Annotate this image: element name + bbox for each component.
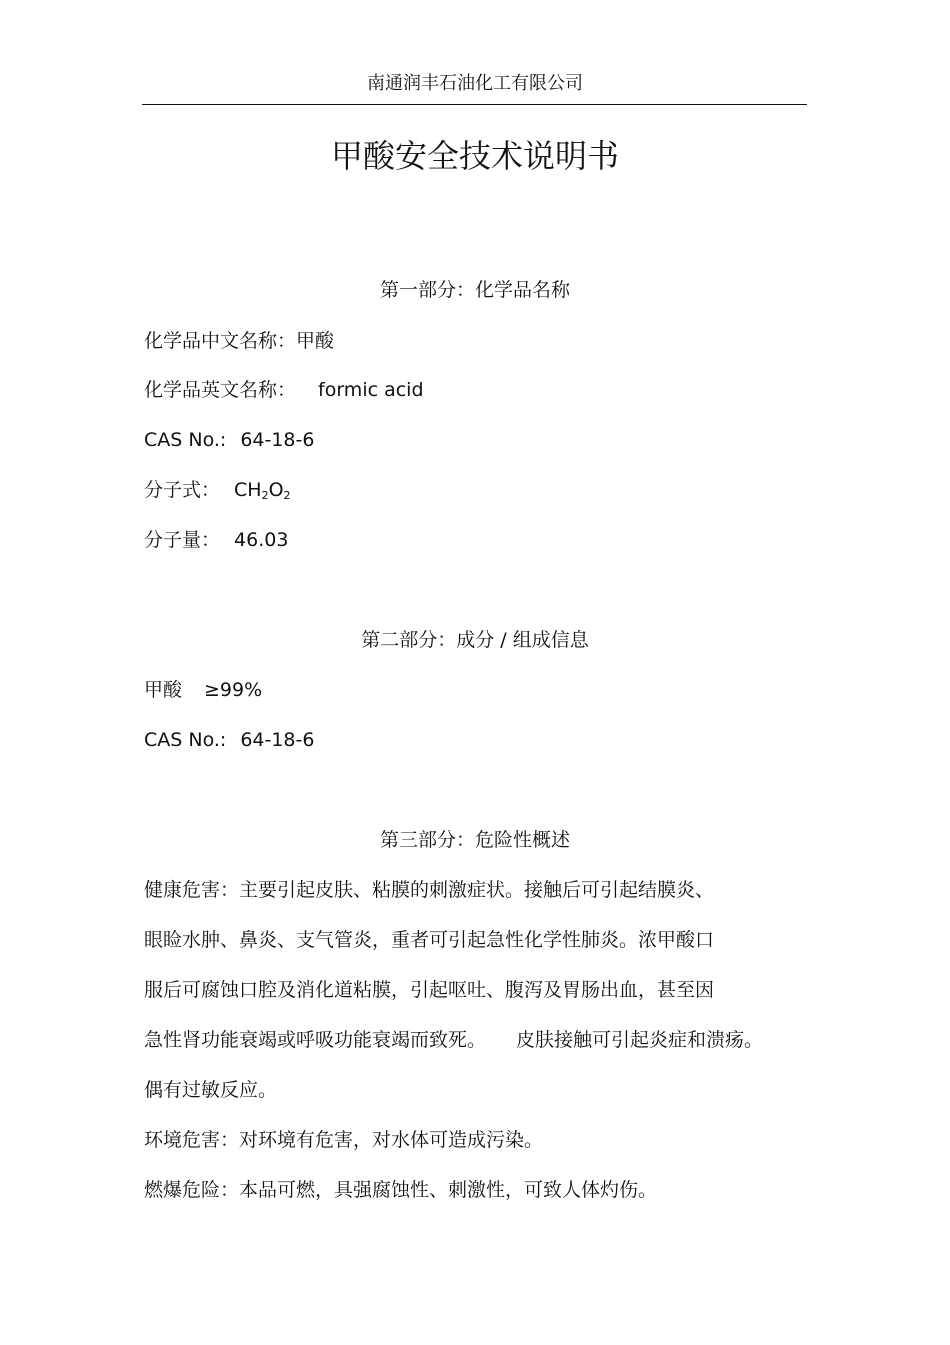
formula-label: 分子式： — [144, 479, 221, 501]
health-line-1: 健康危害：主要引起皮肤、粘膜的刺激症状。接触后可引起结膜炎、 — [144, 879, 715, 901]
cas-value: 64-18-6 — [240, 429, 315, 451]
fire-hazard: 燃爆危险：本品可燃，具强腐蚀性、刺激性，可致人体灼伤。 — [144, 1179, 658, 1201]
part1-heading: 第一部分：化学品名称 — [379, 279, 570, 301]
health-line-3: 服后可腐蚀口腔及消化道粘膜，引起呕吐、腹泻及胃肠出血，甚至因 — [144, 979, 715, 1001]
part2-heading: 第二部分：成分 / 组成信息 — [361, 629, 589, 651]
en-name-row — [144, 376, 824, 404]
header-rule — [142, 104, 807, 105]
health-line-4: 急性肾功能衰竭或呼吸功能衰竭而致死。 皮肤接触可引起炎症和溃疡。 — [144, 1029, 764, 1051]
cn-name-value: 甲酸 — [296, 330, 335, 352]
component-cas-row — [144, 726, 824, 754]
component-name: 甲酸 — [144, 679, 183, 701]
health-line-2: 眼睑水肿、鼻炎、支气管炎，重者可引起急性化学性肺炎。浓甲酸口 — [144, 929, 715, 951]
mw-label: 分子量： — [144, 529, 221, 551]
component-content: ≥99% — [204, 679, 263, 701]
mw-value: 46.03 — [234, 529, 289, 551]
en-name-value: formic acid — [318, 379, 424, 401]
cas-row — [144, 426, 824, 454]
cas-label: CAS No.: — [144, 429, 227, 451]
cn-name-label: 化学品中文名称： — [144, 330, 297, 352]
health-line-5: 偶有过敏反应。 — [144, 1079, 278, 1101]
formula-row — [144, 476, 824, 504]
part3-heading: 第三部分：危险性概述 — [379, 829, 570, 851]
component-cas-label: CAS No.: — [144, 729, 227, 751]
cn-name-row — [144, 327, 824, 355]
mw-row — [144, 526, 824, 554]
formula-value: $CH_2O_2$ — [234, 479, 291, 502]
environment-hazard: 环境危害：对环境有危害，对水体可造成污染。 — [144, 1129, 544, 1151]
document-title: 甲酸安全技术说明书 — [330, 137, 619, 175]
component-cas-value: 64-18-6 — [240, 729, 315, 751]
company-name: 南通润丰石油化工有限公司 — [367, 73, 583, 94]
component-row — [144, 676, 824, 704]
en-name-label: 化学品英文名称： — [144, 379, 297, 401]
